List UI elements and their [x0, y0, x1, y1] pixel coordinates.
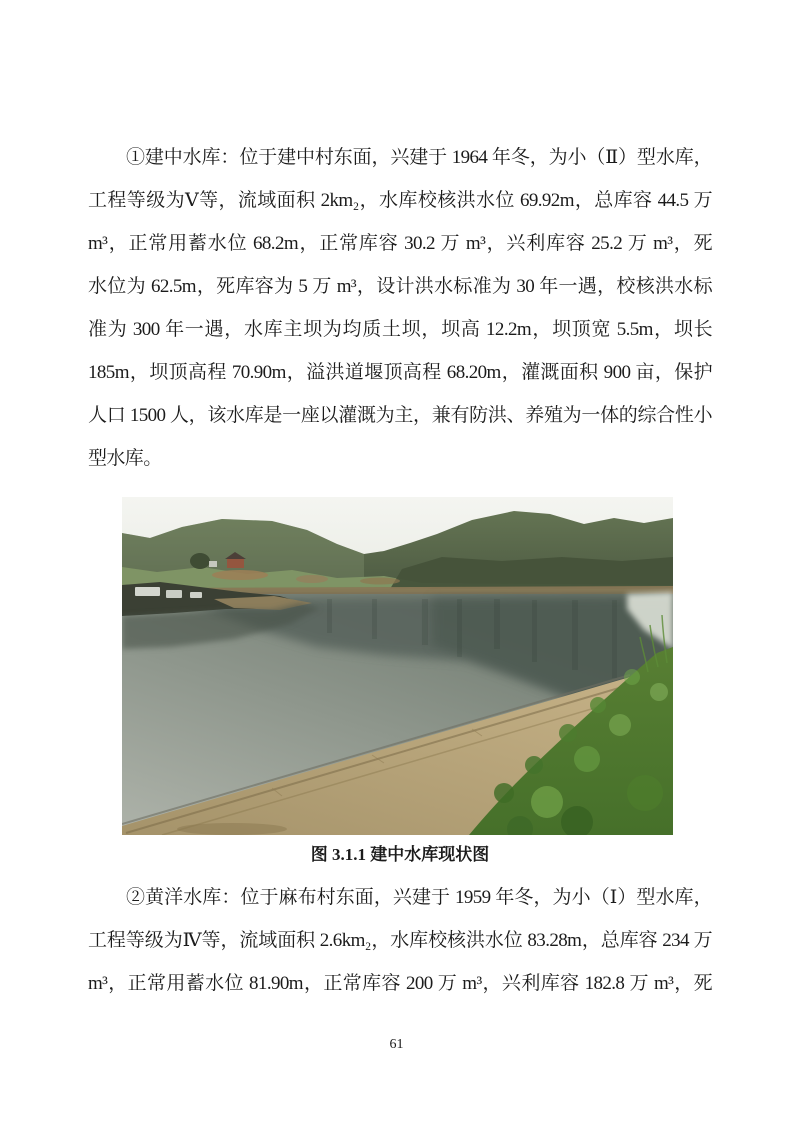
bare-soil-patch [360, 578, 400, 585]
tree-clump [190, 553, 210, 569]
paragraph-line: m³，正常用蓄水位 68.2m，正常库容 30.2 万 m³，兴利库容 25.2 万 m³，死 [88, 233, 712, 254]
paragraph-jianzhong-reservoir [88, 136, 712, 480]
paragraph-line: 准为 300 年一遇，水库主坝为均质土坝，坝高 12.2m，坝顶宽 5.5m，坝长 [88, 319, 712, 340]
paragraph-line: 工程等级为Ⅳ等，流域面积 2.6km₂，水库校核洪水位 83.28m，总库容 234 万 [88, 930, 712, 951]
bare-soil-patch [296, 575, 328, 583]
dam-stain [177, 823, 287, 835]
paragraph-line: ②黄洋水库：位于麻布村东面，兴建于 1959 年冬，为小（Ⅰ）型水库， [126, 887, 712, 908]
paragraph-line: 工程等级为Ⅴ等，流域面积 2km₂，水库校核洪水位 69.92m，总库容 44.5 万 [88, 190, 712, 211]
figure-caption: 图 3.1.1 建中水库现状图 [310, 845, 490, 864]
building-small [209, 561, 217, 567]
shore-structure [190, 592, 202, 598]
reservoir-photo [122, 497, 673, 835]
paragraph-line: ①建中水库：位于建中村东面，兴建于 1964 年冬，为小（Ⅱ）型水库， [126, 147, 712, 168]
page-number: 61 [389, 1037, 404, 1052]
paragraph-line: 型水库。 [88, 448, 162, 469]
paragraph-line: 185m，坝顶高程 70.90m，溢洪道堰顶高程 68.20m，灌溉面积 900 亩，保护 [88, 362, 712, 383]
paragraph-line: 人口 1500 人，该水库是一座以灌溉为主，兼有防洪、养殖为一体的综合性小 [88, 405, 712, 426]
tree-band [390, 557, 673, 589]
paragraph-huangyang-reservoir [88, 876, 712, 1005]
building [227, 559, 244, 568]
bare-soil-patch [212, 570, 268, 580]
shore-structure [135, 587, 160, 596]
shore-structure [166, 590, 182, 598]
paragraph-line: m³，正常用蓄水位 81.90m，正常库容 200 万 m³，兴利库容 182.8 万 m³，死 [88, 973, 712, 994]
paragraph-line: 水位为 62.5m，死库容为 5 万 m³，设计洪水标准为 30 年一遇，校核洪水标 [88, 276, 712, 297]
